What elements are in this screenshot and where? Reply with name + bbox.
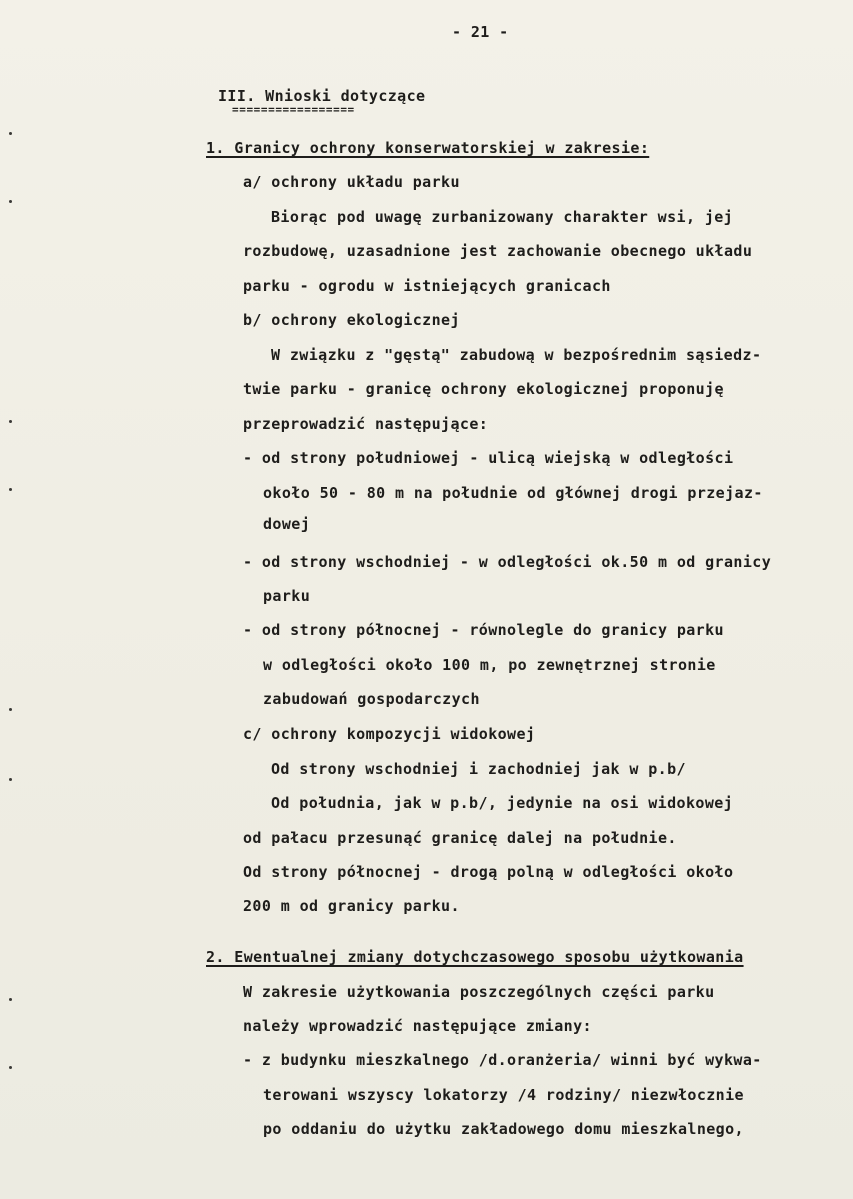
item1-line: rozbudowę, uzasadnione jest zachowanie obecnego układu (243, 242, 753, 260)
item2-line: terowani wszyscy lokatorzy /4 rodziny/ niezwłocznie (263, 1086, 744, 1104)
page-number: - 21 - (452, 23, 509, 41)
margin-mark (9, 420, 12, 423)
margin-mark (9, 200, 12, 203)
item2-line: po oddaniu do użytku zakładowego domu mieszkalnego, (263, 1120, 744, 1138)
section-title-rule: ================= (232, 103, 355, 116)
item2-heading: 2. Ewentualnej zmiany dotychczasowego sposobu użytkowania (206, 948, 744, 966)
item1-line: przeprowadzić następujące: (243, 415, 489, 433)
margin-mark (9, 778, 12, 781)
item1-line: a/ ochrony układu parku (243, 173, 460, 191)
item1-line: dowej (263, 515, 311, 533)
item1-line: b/ ochrony ekologicznej (243, 311, 460, 329)
item2-line: - z budynku mieszkalnego /d.oranżeria/ winni być wykwa- (243, 1051, 762, 1069)
item1-line: Od strony północnej - drogą polną w odległości około (243, 863, 734, 881)
item1-line: zabudowań gospodarczych (263, 690, 480, 708)
item1-line: W związku z "gęstą" zabudową w bezpośrednim sąsiedz- (271, 346, 762, 364)
margin-mark (9, 1066, 12, 1069)
margin-mark (9, 488, 12, 491)
item1-line: w odległości około 100 m, po zewnętrznej stronie (263, 656, 716, 674)
item1-line: c/ ochrony kompozycji widokowej (243, 725, 536, 743)
item2-line: W zakresie użytkowania poszczególnych części parku (243, 983, 715, 1001)
item1-line: około 50 - 80 m na południe od głównej drogi przejaz- (263, 484, 763, 502)
item1-line: - od strony południowej - ulicą wiejską w odległości (243, 449, 734, 467)
item1-line: parku (263, 587, 311, 605)
item1-line: parku - ogrodu w istniejących granicach (243, 277, 611, 295)
margin-mark (9, 132, 12, 135)
item1-line: Biorąc pod uwagę zurbanizowany charakter wsi, jej (271, 208, 734, 226)
item1-line: - od strony północnej - równolegle do granicy parku (243, 621, 724, 639)
item1-line: Od południa, jak w p.b/, jedynie na osi widokowej (271, 794, 734, 812)
item1-line: twie parku - granicę ochrony ekologicznej proponuję (243, 380, 724, 398)
margin-mark (9, 998, 12, 1001)
item1-line: - od strony wschodniej - w odległości ok.50 m od granicy (243, 553, 772, 571)
margin-mark (9, 708, 12, 711)
item1-line: 200 m od granicy parku. (243, 897, 460, 915)
item1-line: od pałacu przesunąć granicę dalej na południe. (243, 829, 677, 847)
item2-line: należy wprowadzić następujące zmiany: (243, 1017, 592, 1035)
item1-heading: 1. Granicy ochrony konserwatorskiej w zakresie: (206, 139, 650, 157)
item1-line: Od strony wschodniej i zachodniej jak w p.b/ (271, 760, 686, 778)
section-title: III. Wnioski dotyczące (218, 87, 426, 105)
